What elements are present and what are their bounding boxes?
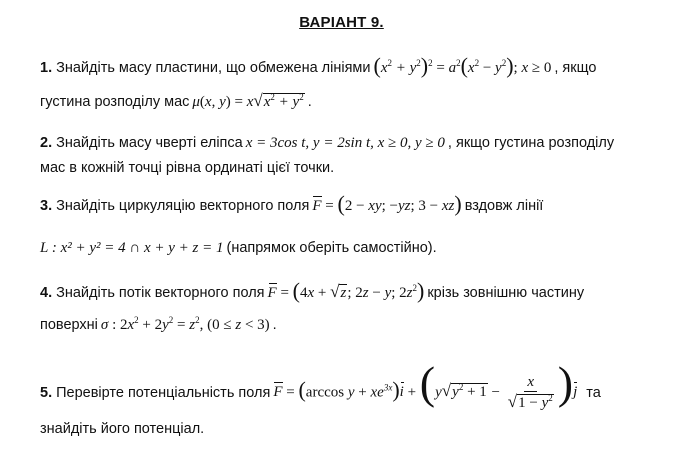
problem-5-line-2 xyxy=(40,419,204,439)
problem-5-text-potential: знайдіть його потенціал. xyxy=(40,421,205,437)
problem-1-number: 1. xyxy=(40,60,53,76)
problem-4-text-suffix: крізь зовнішню частину xyxy=(427,284,585,301)
problem-2-line-1 xyxy=(40,133,614,153)
problem-3-text-suffix: вздовж лінії xyxy=(464,198,544,214)
problem-4-line-1 xyxy=(40,278,585,303)
problem-3-number: 3. xyxy=(40,198,53,214)
problem-2-line-2 xyxy=(40,158,334,178)
problem-5-number: 5. xyxy=(40,385,53,401)
problem-1-line-1 xyxy=(40,53,597,78)
problem-4-surface-formula: σ : $2x^2 + 2y^2 = z^2$, (0 ≤ z < 3) xyxy=(100,315,270,333)
problem-1-density-formula: μ(x, $y) = x√x^2 + y^2$ xyxy=(192,91,304,110)
problem-1-text: Знайдіть масу пластини, що обмежена лініями xyxy=(56,60,371,76)
problem-4-surface-label: поверхні xyxy=(40,317,98,333)
problem-2-text-suffix: , якщо густина розподілу xyxy=(447,135,615,151)
problem-5-line-1 xyxy=(40,357,601,413)
problem-4-number: 4. xyxy=(40,284,53,301)
problem-5-text-suffix: та xyxy=(586,385,601,401)
problem-4-field-formula: F = (4x + √z; 2z − y; $2z^2$) xyxy=(267,278,425,303)
problem-3-text: Знайдіть циркуляцію векторного поля xyxy=(56,198,310,214)
problem-1-line-2 xyxy=(40,91,312,112)
problem-4-line-2 xyxy=(40,315,277,335)
problem-5-field-formula: F = (arccos $y + xe^{3x})i + (y√y^2 + 1$ − $\frac{x}{√1 - y^2}$ )j xyxy=(273,357,578,411)
problem-4-text: Знайдіть потік векторного поля xyxy=(56,284,265,301)
problem-3-field-formula: F = (2 − xy; −yz; 3 − xz) xyxy=(312,191,462,216)
problem-2-formula: x = 3cos t, y = 2sin t, x ≥ 0, y ≥ 0 xyxy=(245,135,445,151)
problem-2-number: 2. xyxy=(40,135,53,151)
problem-4-period: . xyxy=(272,317,277,333)
problem-2-text-density: мас в кожній точці рівна ординаті цієї точки. xyxy=(40,160,335,176)
problem-3-line-1 xyxy=(40,191,544,216)
problem-1-text-density: густина розподілу мас xyxy=(40,93,190,110)
problem-3-direction-note: (напрямок оберіть самостійно). xyxy=(226,240,437,256)
variant-title: ВАРІАНТ 9. xyxy=(299,14,384,31)
problem-1-formula-region: $(x^2 + y^2)^2 = a^2(x^2 - y^2)$; x ≥ 0 xyxy=(373,53,552,78)
problem-3-curve-formula: L : x² + y² = 4 ∩ x + y + z = 1 xyxy=(40,240,224,256)
problem-2-text: Знайдіть масу чверті еліпса xyxy=(56,135,243,151)
problem-1-text-suffix: , якщо xyxy=(554,60,597,76)
problem-5-text: Перевірте потенціальність поля xyxy=(56,385,271,401)
problem-1-period: . xyxy=(307,93,312,110)
problem-3-line-2 xyxy=(40,238,437,258)
